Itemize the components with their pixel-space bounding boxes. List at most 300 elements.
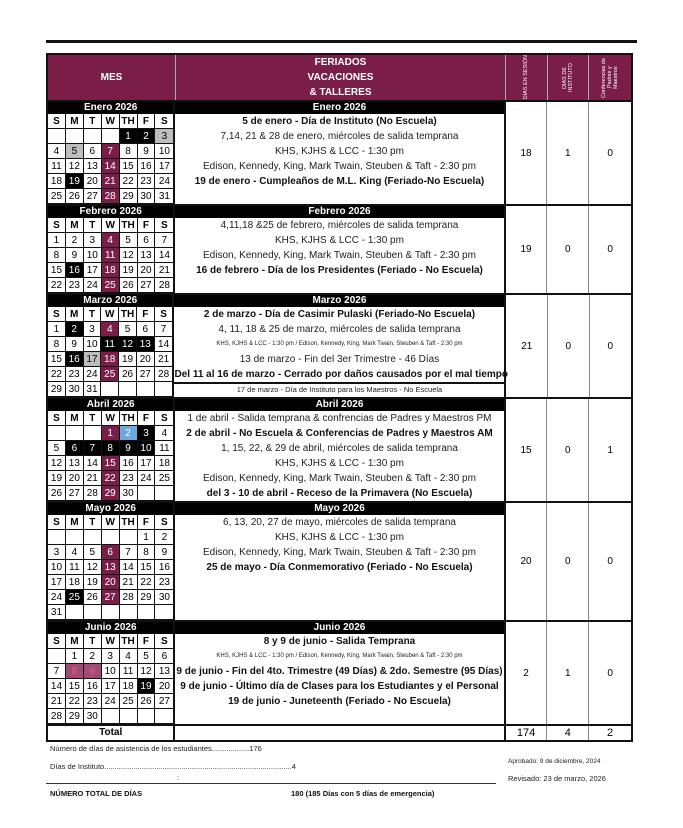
day-cell: 22 [102, 471, 120, 486]
day-cell: 17 [155, 159, 173, 174]
event-line: 25 de mayo - Día Conmemorativo (Feriado - No Escuela) [206, 562, 473, 573]
day-cell [102, 530, 120, 545]
month-events [175, 503, 505, 620]
events-title: Febrero 2026 [175, 206, 503, 218]
day-header: M [66, 218, 84, 233]
day-header: W [102, 634, 120, 649]
event-line: 4, 11, 18 & 25 de marzo, miércoles de salida temprana [218, 324, 461, 335]
day-header: TH [120, 634, 138, 649]
day-cell: 2 [120, 426, 138, 441]
event-line: 9 de junio - Último día de Clases para los Estudiantes y el Personal [180, 681, 499, 692]
day-cell: 16 [155, 560, 173, 575]
day-cell [48, 129, 66, 144]
day-cell: 12 [66, 159, 84, 174]
conferencias: 1 [607, 444, 613, 456]
calendar-table [46, 53, 633, 742]
day-header: T [84, 218, 102, 233]
day-cell: 13 [137, 337, 155, 352]
day-header: F [138, 218, 156, 233]
day-cell: 5 [119, 322, 137, 337]
day-cell [155, 486, 173, 501]
day-cell: 10 [48, 560, 66, 575]
day-header: S [155, 114, 173, 129]
month-title: Junio 2026 [48, 622, 173, 634]
day-cell: 22 [66, 694, 84, 709]
calendar-grid [48, 515, 173, 620]
day-cell: 14 [102, 159, 120, 174]
month-row [48, 204, 631, 293]
event-line: 6, 13, 20, 27 de mayo, miércoles de salida temprana [223, 517, 456, 528]
month-title: Febrero 2026 [48, 206, 173, 218]
day-cell: 12 [120, 248, 138, 263]
event-line: KHS, KJHS & LCC - 1:30 pm [275, 532, 404, 543]
day-header: S [48, 411, 66, 426]
total-dias-sesion: 174 [506, 726, 548, 740]
event-line: 17 de marzo - Día de Instituto para los Maestros - No Escuela [174, 382, 504, 396]
header-dias-sesion: DÍAS EN SESIÓN [506, 55, 548, 100]
dias-sesion: 21 [506, 295, 548, 397]
day-cell: 31 [84, 382, 102, 397]
months-container [48, 100, 631, 724]
total-label: Total [48, 726, 175, 740]
events-title: Enero 2026 [175, 102, 503, 114]
day-header: F [138, 515, 156, 530]
day-cell: 18 [155, 456, 173, 471]
day-cell: 1 [48, 322, 66, 337]
event-line: 2 de abril - No Escuela & Conferencias de Padres y Maestros AM [186, 428, 493, 439]
day-cell [66, 530, 84, 545]
day-cell: 21 [155, 263, 173, 278]
day-cell: 24 [84, 367, 102, 382]
calendar-grid [48, 634, 173, 724]
day-cell: 14 [120, 560, 138, 575]
day-cell: 19 [119, 352, 137, 367]
day-cell: 26 [66, 189, 84, 204]
calendar-grid [48, 114, 173, 204]
day-cell: 13 [155, 664, 173, 679]
day-header: T [84, 307, 102, 322]
day-cell [66, 426, 84, 441]
header-mes: MES [48, 55, 176, 100]
day-header: S [155, 307, 173, 322]
month-title: Marzo 2026 [48, 295, 172, 307]
total-conferencias: 2 [607, 727, 614, 739]
event-line: 2 de marzo - Día de Casimir Pulaski (Feriado-No Escuela) [203, 309, 476, 320]
day-cell: 25 [66, 590, 84, 605]
day-cell: 29 [66, 709, 84, 724]
event-line: KHS, KJHS & LCC - 1:30 pm / Edison, Kennedy, King, Mark Twain, Steuben & Taft - 2:30 pm [216, 341, 463, 347]
footer-colon: : [177, 773, 180, 782]
day-cell: 17 [84, 352, 102, 367]
day-header: W [102, 515, 120, 530]
dias-instituto: 1 [547, 622, 589, 724]
day-cell: 12 [119, 337, 137, 352]
day-cell: 24 [102, 694, 120, 709]
day-cell: 5 [120, 233, 138, 248]
day-cell: 26 [138, 694, 156, 709]
day-cell: 21 [102, 174, 120, 189]
conferencias: 0 [607, 556, 613, 567]
day-cell: 22 [120, 174, 138, 189]
footer-total-value: 180 (185 Días con 5 días de emergencia) [291, 789, 435, 798]
day-cell [84, 530, 102, 545]
day-header: TH [119, 307, 137, 322]
day-header: F [138, 634, 156, 649]
day-cell: 25 [155, 471, 173, 486]
day-cell: 6 [66, 441, 84, 456]
day-cell: 17 [84, 263, 102, 278]
day-header: T [84, 515, 102, 530]
events-title: Junio 2026 [175, 622, 503, 634]
day-cell [119, 382, 137, 397]
day-cell: 11 [120, 664, 138, 679]
day-cell: 1 [48, 233, 66, 248]
month-calendar [48, 399, 175, 501]
day-cell: 2 [66, 233, 84, 248]
month-row [48, 100, 631, 204]
month-row [48, 293, 631, 397]
day-cell: 24 [155, 174, 173, 189]
day-cell: 23 [120, 471, 138, 486]
day-cell: 19 [48, 471, 66, 486]
day-cell: 14 [155, 248, 173, 263]
day-cell: 31 [48, 605, 66, 620]
day-cell: 18 [120, 679, 138, 694]
day-cell: 25 [120, 694, 138, 709]
day-cell: 30 [120, 486, 138, 501]
day-cell: 5 [66, 144, 84, 159]
day-header: W [101, 307, 119, 322]
day-cell: 16 [120, 456, 138, 471]
day-cell: 27 [66, 486, 84, 501]
event-line: KHS, KJHS & LCC - 1:30 pm [275, 146, 404, 157]
day-cell: 6 [84, 144, 102, 159]
month-title: Enero 2026 [48, 102, 173, 114]
day-cell: 8 [48, 337, 66, 352]
footer-revisado: Revisado: 23 de marzo, 2026 [508, 774, 606, 783]
day-cell: 23 [138, 174, 156, 189]
header-feriados-line: VACACIONES [307, 72, 374, 83]
month-events [175, 399, 505, 501]
day-cell: 16 [138, 159, 156, 174]
day-cell: 9 [66, 248, 84, 263]
day-cell: 23 [66, 278, 84, 293]
day-cell: 4 [102, 233, 120, 248]
day-cell: 13 [138, 248, 156, 263]
day-cell: 7 [48, 664, 66, 679]
event-line: Edison, Kennedy, King, Mark Twain, Steuben & Taft - 2:30 pm [203, 547, 476, 558]
day-cell: 7 [102, 144, 120, 159]
day-cell: 2 [66, 322, 84, 337]
day-cell: 30 [66, 382, 84, 397]
event-line: KHS, KJHS & LCC - 1:30 pm / Edison, Kennedy, King, Mark Twain, Steuben & Taft - 2:30 pm [216, 653, 463, 659]
event-line: 1, 15, 22, & 29 de abril, miércoles de salida temprana [221, 443, 458, 454]
day-cell: 28 [120, 590, 138, 605]
day-header: T [84, 634, 102, 649]
day-cell: 19 [138, 679, 156, 694]
day-cell: 10 [138, 441, 156, 456]
day-cell: 8 [48, 248, 66, 263]
footer-instituto: Días de Instituto..........................................................................................4 [50, 762, 296, 771]
event-line: 19 de enero - Cumpleaños de M.L. King (Feriado-No Escuela) [194, 176, 485, 187]
day-cell: 21 [84, 471, 102, 486]
day-cell: 19 [84, 575, 102, 590]
month-calendar [48, 206, 175, 293]
day-cell: 7 [155, 322, 173, 337]
day-cell [137, 382, 155, 397]
day-cell [66, 129, 84, 144]
day-header: M [66, 411, 84, 426]
day-cell: 8 [120, 144, 138, 159]
month-events [174, 295, 506, 397]
day-cell: 6 [138, 233, 156, 248]
day-cell: 3 [155, 129, 173, 144]
day-header: S [48, 114, 66, 129]
total-row [48, 724, 631, 740]
day-cell: 8 [66, 664, 84, 679]
day-header: S [48, 307, 66, 322]
day-header: T [84, 411, 102, 426]
day-cell: 17 [102, 679, 120, 694]
day-cell: 20 [84, 174, 102, 189]
day-cell [120, 530, 138, 545]
total-empty [175, 726, 505, 740]
event-line: del 3 - 10 de abril - Receso de la Primavera (No Escuela) [206, 488, 473, 499]
day-header: S [155, 411, 173, 426]
day-cell: 26 [119, 367, 137, 382]
day-cell: 13 [102, 560, 120, 575]
footer-aprobado: Aprobado: 9 de diciembre, 2024 [508, 758, 601, 765]
day-cell: 4 [66, 545, 84, 560]
header-dias-instituto: DÍAS DE INSTITUTO [548, 55, 590, 100]
day-cell: 6 [155, 649, 173, 664]
day-header: S [48, 515, 66, 530]
day-cell: 4 [120, 649, 138, 664]
day-cell: 29 [102, 486, 120, 501]
day-cell: 1 [66, 649, 84, 664]
day-cell: 27 [155, 694, 173, 709]
day-cell: 24 [84, 278, 102, 293]
day-header: W [102, 411, 120, 426]
day-cell: 10 [155, 144, 173, 159]
month-calendar [48, 622, 175, 724]
day-cell: 11 [101, 337, 119, 352]
day-cell: 28 [102, 189, 120, 204]
day-cell: 26 [48, 486, 66, 501]
day-cell: 14 [48, 679, 66, 694]
day-cell: 15 [120, 159, 138, 174]
day-cell: 18 [66, 575, 84, 590]
day-cell: 24 [48, 590, 66, 605]
month-calendar [48, 295, 174, 397]
day-cell: 31 [155, 189, 173, 204]
day-cell: 15 [66, 679, 84, 694]
day-cell: 16 [84, 679, 102, 694]
conferencias: 0 [607, 147, 613, 159]
day-cell: 19 [66, 174, 84, 189]
event-line: Del 11 al 16 de marzo - Cerrado por daños causados por el mal tiempo [174, 369, 508, 380]
day-cell: 8 [138, 545, 156, 560]
events-title: Mayo 2026 [175, 503, 503, 515]
day-cell: 16 [66, 352, 84, 367]
day-cell: 17 [138, 456, 156, 471]
day-cell: 21 [155, 352, 173, 367]
day-cell [84, 426, 102, 441]
dias-instituto: 1 [547, 102, 589, 204]
day-cell [155, 709, 173, 724]
total-dias-instituto: 4 [547, 726, 589, 740]
dias-sesion: 19 [506, 206, 548, 293]
day-cell: 28 [155, 367, 173, 382]
dias-sesion: 15 [506, 399, 548, 501]
day-cell: 26 [84, 590, 102, 605]
day-cell: 28 [84, 486, 102, 501]
day-header: M [66, 114, 84, 129]
day-cell: 15 [102, 456, 120, 471]
day-cell: 20 [66, 471, 84, 486]
day-cell: 12 [48, 456, 66, 471]
day-cell: 10 [84, 248, 102, 263]
conferencias: 0 [607, 244, 613, 255]
day-cell: 20 [137, 352, 155, 367]
day-cell: 9 [155, 545, 173, 560]
day-cell: 2 [84, 649, 102, 664]
day-cell [102, 129, 120, 144]
event-line: KHS, KJHS & LCC - 1:30 pm [275, 458, 404, 469]
day-cell: 25 [101, 367, 119, 382]
day-header: TH [120, 411, 138, 426]
month-title: Abril 2026 [48, 399, 173, 411]
month-events [175, 206, 505, 293]
day-cell: 21 [48, 694, 66, 709]
event-line: 8 y 9 de junio - Salida Temprana [263, 636, 416, 647]
day-cell [48, 530, 66, 545]
day-cell: 20 [102, 575, 120, 590]
day-cell: 28 [48, 709, 66, 724]
day-cell: 14 [155, 337, 173, 352]
day-cell: 23 [66, 367, 84, 382]
dias-sesion: 18 [506, 102, 548, 204]
month-calendar [48, 503, 175, 620]
day-cell: 9 [84, 664, 102, 679]
day-cell: 5 [84, 545, 102, 560]
day-header: W [102, 114, 120, 129]
calendar-grid [48, 307, 172, 397]
day-cell: 10 [84, 337, 102, 352]
day-header: F [138, 114, 156, 129]
day-cell: 29 [48, 382, 66, 397]
day-cell: 7 [155, 233, 173, 248]
month-row [48, 501, 631, 620]
day-cell: 12 [84, 560, 102, 575]
day-cell: 13 [66, 456, 84, 471]
footer-rule [46, 783, 496, 784]
day-cell: 3 [138, 426, 156, 441]
day-cell [138, 605, 156, 620]
day-cell [155, 605, 173, 620]
event-line: Edison, Kennedy, King, Mark Twain, Steuben & Taft - 2:30 pm [203, 250, 476, 261]
day-cell: 29 [120, 189, 138, 204]
day-cell: 22 [138, 575, 156, 590]
day-cell [120, 605, 138, 620]
day-cell: 7 [120, 545, 138, 560]
day-cell: 21 [120, 575, 138, 590]
day-cell: 14 [84, 456, 102, 471]
day-cell: 15 [48, 263, 66, 278]
day-cell: 17 [48, 575, 66, 590]
day-cell [84, 129, 102, 144]
event-line: 13 de marzo - Fin del 3er Trimestre - 46 Días [239, 354, 440, 365]
events-title: Abril 2026 [175, 399, 503, 411]
day-cell [155, 382, 173, 397]
day-cell: 18 [102, 263, 120, 278]
day-cell: 1 [138, 530, 156, 545]
day-cell: 30 [138, 189, 156, 204]
day-cell: 3 [102, 649, 120, 664]
day-header: F [138, 411, 156, 426]
day-cell: 27 [138, 278, 156, 293]
day-cell [101, 382, 119, 397]
dias-sesion: 2 [506, 622, 548, 724]
day-cell: 2 [155, 530, 173, 545]
day-cell: 1 [120, 129, 138, 144]
dias-sesion: 20 [506, 503, 548, 620]
conferencias: 0 [607, 340, 614, 352]
day-cell: 24 [138, 471, 156, 486]
events-title: Marzo 2026 [174, 295, 504, 307]
table-header [48, 55, 631, 100]
day-header: W [102, 218, 120, 233]
day-cell [102, 709, 120, 724]
day-header: S [155, 218, 173, 233]
day-header: TH [120, 218, 138, 233]
day-cell: 3 [84, 233, 102, 248]
day-cell: 11 [102, 248, 120, 263]
day-cell: 6 [102, 545, 120, 560]
day-cell [84, 605, 102, 620]
day-cell: 9 [66, 337, 84, 352]
month-title: Mayo 2026 [48, 503, 173, 515]
month-calendar [48, 102, 175, 204]
event-line: Edison, Kennedy, King, Mark Twain, Steuben & Taft - 2:30 pm [203, 161, 476, 172]
day-header: T [84, 114, 102, 129]
day-cell: 5 [138, 649, 156, 664]
day-cell: 13 [84, 159, 102, 174]
day-header: TH [120, 114, 138, 129]
event-line: 19 de junio - Juneteenth (Feriado - No Escuela) [228, 696, 451, 707]
day-cell: 28 [155, 278, 173, 293]
header-conferencias: Conferencias de Padres y Maestros [601, 57, 620, 98]
day-cell: 3 [48, 545, 66, 560]
event-line: 7,14, 21 & 28 de enero, miércoles de salida temprana [220, 131, 459, 142]
day-cell: 25 [48, 189, 66, 204]
day-cell [48, 426, 66, 441]
header-feriados [176, 55, 506, 100]
month-row [48, 620, 631, 724]
day-cell [48, 649, 66, 664]
day-cell: 19 [120, 263, 138, 278]
dias-instituto: 0 [547, 503, 589, 620]
day-cell: 4 [101, 322, 119, 337]
day-cell: 4 [155, 426, 173, 441]
day-cell: 1 [102, 426, 120, 441]
day-cell: 8 [102, 441, 120, 456]
dias-instituto: 0 [547, 206, 589, 293]
day-cell: 27 [84, 189, 102, 204]
day-cell: 15 [48, 352, 66, 367]
day-cell: 23 [84, 694, 102, 709]
day-cell: 29 [138, 590, 156, 605]
